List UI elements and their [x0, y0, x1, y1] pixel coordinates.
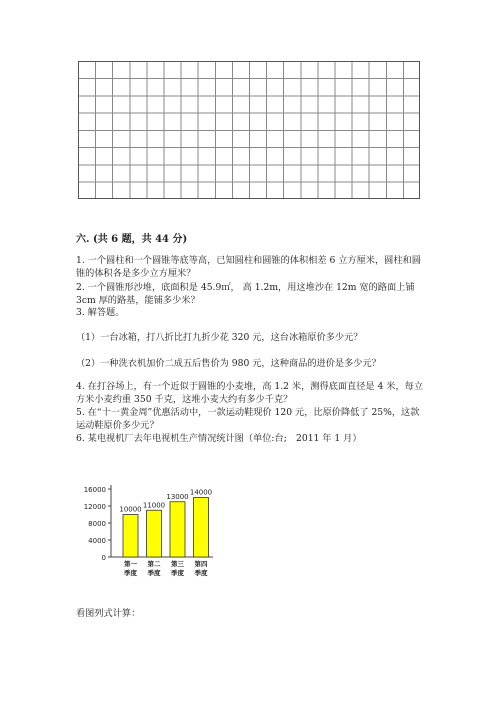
question-3-2: （2）一种洗衣机加价二成五后售价为 980 元，这种商品的进价是多少元？ — [76, 358, 381, 369]
category-label: 季度 — [124, 569, 137, 577]
y-tick-label: 12000 — [83, 503, 106, 511]
data-label: 10000 — [119, 505, 142, 514]
question-2: 2. 一个圆锥形沙堆，底面积是 45.9㎡， 高 1.2m，用这堆沙在 12m 宽的路面上铺 3cm 厚的路基，能铺多少米？ — [76, 282, 415, 307]
category-label: 第四 — [194, 560, 208, 568]
y-tick-label: 8000 — [88, 520, 106, 528]
category-label: 第二 — [147, 560, 161, 568]
question-5: 5. 在“十一黄金周”优惠活动中，一款运动鞋现价 120 元，比原价降低了 25%，这款运动鞋原价多少元？ — [76, 407, 420, 432]
answer-grid — [78, 61, 420, 199]
y-tick-label: 4000 — [88, 537, 106, 545]
category-label: 第一 — [124, 560, 137, 568]
bar — [170, 502, 185, 557]
bar — [194, 498, 209, 558]
bar — [147, 510, 162, 557]
y-tick-label: 16000 — [83, 486, 106, 494]
category-label: 季度 — [194, 569, 208, 577]
category-label: 季度 — [147, 569, 161, 577]
question-4: 4. 在打谷场上，有一个近似于圆锥的小麦堆，高 1.2 米，测得底面直径是 4 米，每立方米小麦约重 350 千克，这堆小麦大约有多少千克？ — [76, 381, 424, 406]
category-label: 第三 — [171, 560, 184, 568]
data-label: 13000 — [166, 492, 189, 501]
production-bar-chart — [70, 472, 230, 587]
question-3: 3. 解答题。 — [76, 307, 125, 318]
data-label: 14000 — [189, 488, 213, 497]
data-label: 11000 — [142, 501, 166, 510]
question-6: 6. 某电视机厂去年电视机生产情况统计图（单位:台; 2011 年 1 月） — [76, 433, 362, 444]
section-title: 六. (共 6 题，共 44 分) — [76, 234, 188, 245]
category-label: 季度 — [171, 569, 184, 577]
calculation-caption: 看图列式计算： — [76, 608, 141, 619]
question-1: 1. 一个圆柱和一个圆锥等底等高，已知圆柱和圆锥的体积相差 6 立方厘米，圆柱和圆锥的体积各是多少立方厘米？ — [76, 255, 421, 280]
bar — [123, 515, 138, 558]
y-tick-label: 0 — [101, 554, 106, 562]
question-3-1: （1）一台冰箱，打八折比打九折少花 320 元，这台冰箱原价多少元？ — [76, 332, 363, 343]
